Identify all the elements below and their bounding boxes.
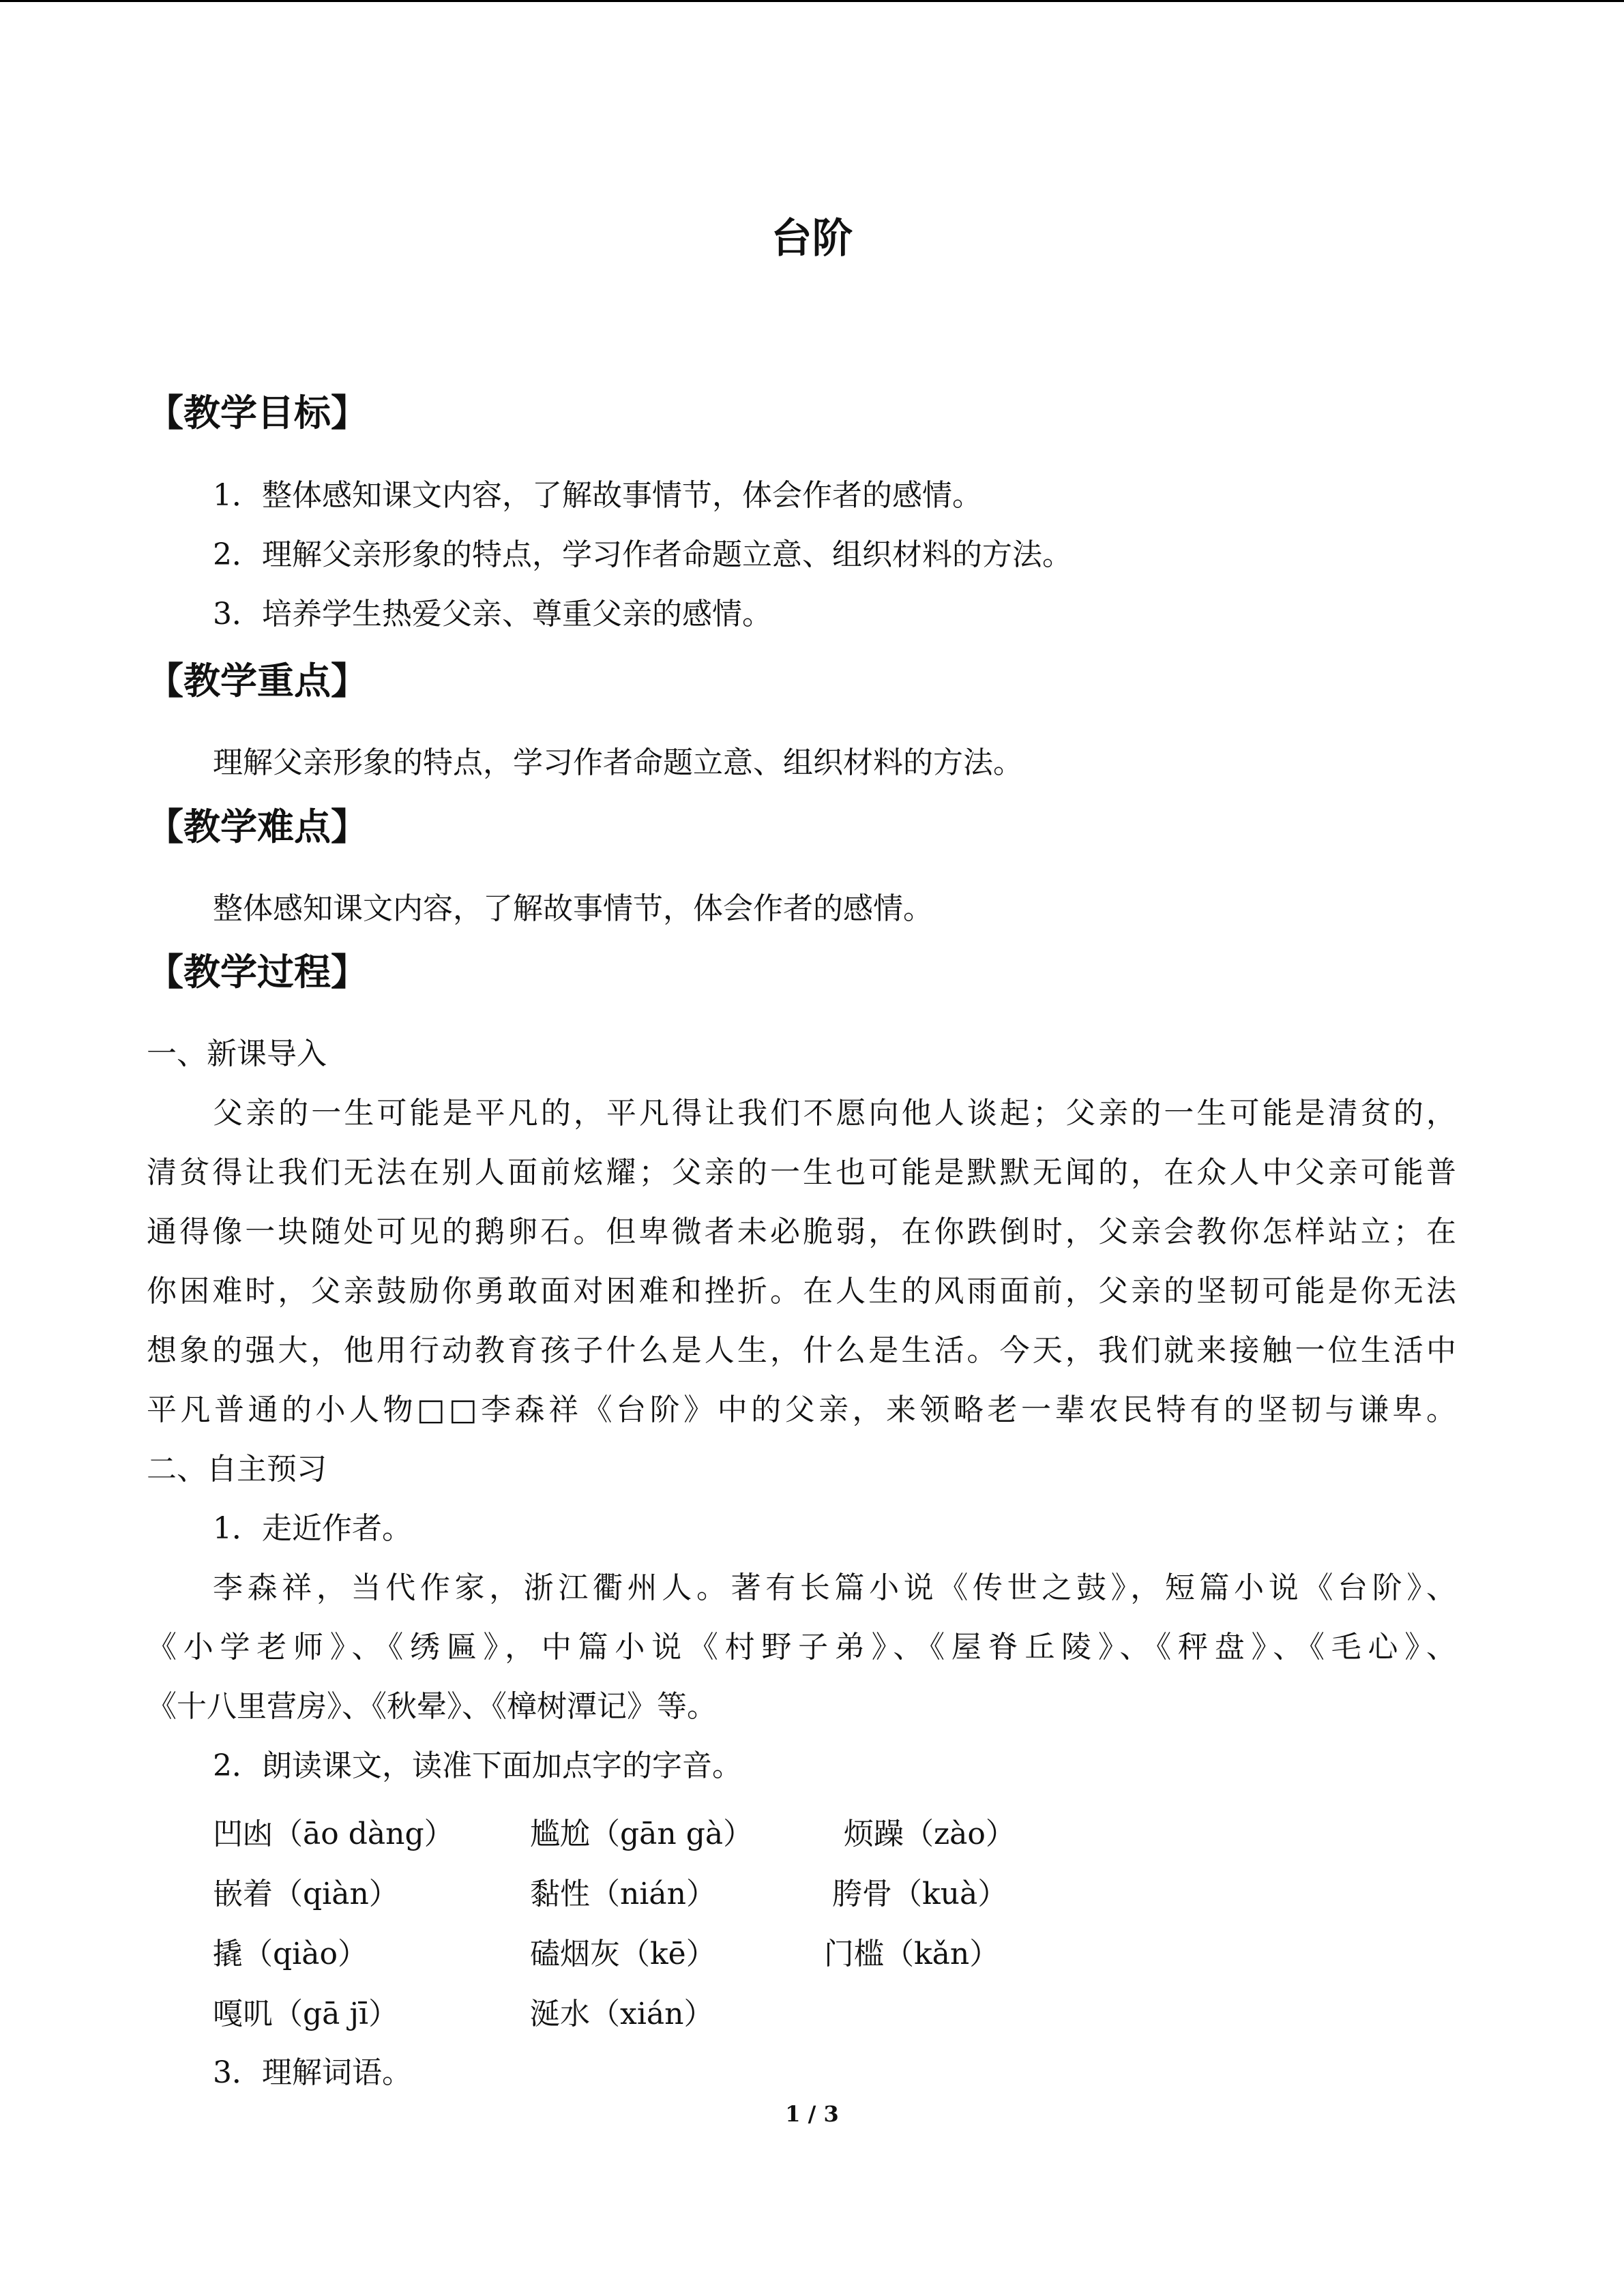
- goals-heading: 【教学目标】: [147, 391, 368, 434]
- pinyin-word: 门槛（kǎn）: [824, 1937, 1000, 1971]
- key-points-text: 理解父亲形象的特点，学习作者命题立意、组织材料的方法。: [213, 745, 1023, 780]
- author-paragraph-line: 李森祥，当代作家，浙江衢州人。著有长篇小说《传世之鼓》，短篇小说《台阶》、: [213, 1570, 1456, 1605]
- page-indicator: 1 / 3: [785, 2101, 839, 2127]
- pinyin-word: 烦躁（zào）: [844, 1817, 1016, 1851]
- pinyin-word: 凹凼（āo dàng）: [213, 1817, 454, 1851]
- intro-paragraph-line: 清贫得让我们无法在别人面前炫耀；父亲的一生也可能是默默无闻的，在众人中父亲可能普: [147, 1155, 1456, 1190]
- pinyin-word: 胯骨（kuà）: [832, 1877, 1008, 1911]
- goal-item-3: 3．培养学生热爱父亲、尊重父亲的感情。: [213, 597, 772, 631]
- pinyin-word: 嵌着（qiàn）: [213, 1877, 399, 1911]
- goal-item-1: 1．整体感知课文内容，了解故事情节，体会作者的感情。: [213, 478, 982, 513]
- part1-title: 一、新课导入: [147, 1037, 327, 1071]
- difficulties-text: 整体感知课文内容，了解故事情节，体会作者的感情。: [213, 891, 933, 926]
- author-paragraph-line: 《小学老师》、《绣匾》，中篇小说《村野子弟》、《屋脊丘陵》、《秤盘》、《毛心》、: [147, 1630, 1456, 1665]
- step-2: 2．朗读课文，读准下面加点字的字音。: [213, 1748, 742, 1783]
- intro-paragraph-line: 想象的强大，他用行动教育孩子什么是人生，什么是生活。今天，我们就来接触一位生活中: [147, 1333, 1456, 1368]
- goal-item-2: 2．理解父亲形象的特点，学习作者命题立意、组织材料的方法。: [213, 537, 1072, 572]
- pinyin-word: 撬（qiào）: [213, 1937, 368, 1971]
- key-points-heading: 【教学重点】: [147, 659, 368, 702]
- difficulties-heading: 【教学难点】: [147, 805, 368, 848]
- part2-title: 二、自主预习: [147, 1452, 327, 1487]
- pinyin-word: 涎水（xián）: [530, 1997, 714, 2031]
- pinyin-word: 尴尬（gān gà）: [530, 1817, 754, 1851]
- intro-paragraph-line: 平凡普通的小人物□□李森祥《台阶》中的父亲，来领略老一辈农民特有的坚韧与谦卑。: [147, 1392, 1456, 1427]
- process-heading: 【教学过程】: [147, 950, 368, 994]
- pinyin-word: 磕烟灰（kē）: [530, 1937, 716, 1971]
- top-border: [0, 0, 1624, 2]
- pinyin-word: 嘎叽（gā jī）: [213, 1997, 399, 2031]
- step-3: 3．理解词语。: [213, 2055, 412, 2090]
- author-paragraph-line: 《十八里营房》、《秋晕》、《樟树潭记》等。: [147, 1689, 717, 1724]
- step-1: 1．走近作者。: [213, 1511, 412, 1546]
- page-title: 台阶: [771, 215, 853, 263]
- pinyin-word: 黏性（nián）: [530, 1877, 716, 1911]
- intro-paragraph-line: 父亲的一生可能是平凡的，平凡得让我们不愿向他人谈起；父亲的一生可能是清贫的，: [213, 1096, 1456, 1131]
- intro-paragraph-line: 通得像一块随处可见的鹅卵石。但卑微者未必脆弱，在你跌倒时，父亲会教你怎样站立；在: [147, 1214, 1456, 1249]
- intro-paragraph-line: 你困难时，父亲鼓励你勇敢面对困难和挫折。在人生的风雨面前，父亲的坚韧可能是你无法: [147, 1274, 1456, 1309]
